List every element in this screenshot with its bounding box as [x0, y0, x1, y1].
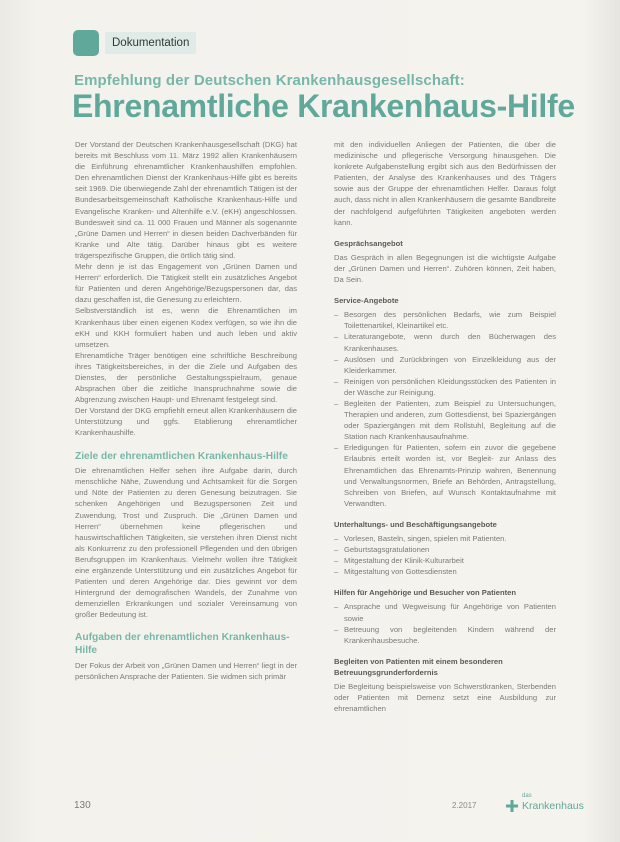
subheading: Service-Angebote: [334, 296, 399, 306]
section-tag: [73, 30, 196, 56]
logo-text: Krankenhaus: [522, 800, 584, 812]
article-kicker: Empfehlung der Deutschen Krankenhausgesellschaft:: [74, 72, 465, 89]
section-heading: Aufgaben der ehrenamtlichen Krankenhaus-Hilfe: [75, 632, 290, 657]
relatives-list: [334, 601, 556, 645]
list-item: – Literaturangebote, wenn durch den Bücherwagen des Krankenhauses.: [334, 331, 556, 353]
paragraph: Selbstverständlich ist es, wenn die Ehrenamtlichen im Krankenhaus über einen eigenen Kodex verfügen, so wie ihn die eKH und KKH formuliert haben und auch leben und aktiv umsetzen.: [75, 306, 297, 349]
page-number: 130: [74, 800, 91, 811]
logo-mark-icon: [506, 800, 518, 812]
list-item: – Betreuung von begleitenden Kindern während der Krankenhausbesuche.: [334, 624, 556, 646]
paragraph: Der Fokus der Arbeit von „Grünen Damen und Herren“ liegt in der persönlichen Ansprache der Patienten. Sie widmen sich primär: [75, 660, 297, 681]
left-column: [75, 139, 297, 682]
paragraph: Der Vorstand der DKG empfiehlt erneut allen Krankenhäusern die Unterstützung und ggfs. Etablierung ehrenamtlicher Krankenhaushilfe.: [75, 406, 297, 438]
section-tag-square: [73, 30, 99, 56]
paragraph: Die ehrenamtlichen Helfer sehen ihre Aufgabe darin, durch menschliche Nähe, Zuwendung und Achtsamkeit für die Sorgen und Nöte der Patienten zu deren Genesung beizutragen. Sie schenken Angehörigen und Bezugspersonen Zeit und Zuwendung, Trost und Zuspruch. Die „Grünen Damen und Herren“ übernehmen keine pflegerischen und hauswirtschaftlichen Tätigkeiten, sie verstehen ihren Dienst nicht als Konkurrenz zu den professionell Pflegenden und den übrigen Berufsgruppen im Krankenhaus. Vielmehr wollen ihre Tätigkeit eine ergänzende Unterstützung und ein zusätzliches Angebot für Patienten und deren Angehörige dar. Dies gewinnt vor dem Hintergrund der demografischen Wandels, der Zunahme von demenziellen Erkrankungen und sozialer Vereinsamung von großer Bedeutung ist.: [75, 466, 297, 620]
subheading: Unterhaltungs- und Beschäftigungsangebote: [334, 519, 497, 529]
list-item: – Mitgestaltung der Klinik-Kulturarbeit: [334, 555, 556, 566]
paragraph: mit den individuellen Anliegen der Patienten, die über die medizinische und pflegerische Versorgung hinausgehen. Die konkrete Aufgabenstellung ergibt sich aus den Bedürfnissen der Patienten, der Analyse des Krankenhauses und des Trägers sowie aus der Gruppe der ehrenamtlichen Helfer. Daraus folgt auch, dass nicht in allen Krankenhäusern die gesamte Bandbreite der nachfolgend aufgeführten Tätigkeiten angeboten werden kann.: [334, 140, 556, 227]
list-item: – Mitgestaltung von Gottesdiensten: [334, 566, 556, 577]
activities-list: [334, 533, 556, 577]
article-headline: Ehrenamtliche Krankenhaus-Hilfe: [72, 88, 575, 124]
list-item: – Geburtstagsgratulationen: [334, 544, 556, 555]
list-item: – Reinigen von persönlichen Kleidungsstücken des Patienten in der Wäsche zur Reinigung.: [334, 376, 556, 398]
subheading: Gesprächsangebot: [334, 238, 403, 248]
list-item: – Vorlesen, Basteln, singen, spielen mit Patienten.: [334, 533, 556, 544]
paragraph: Das Gespräch in allen Begegnungen ist die wichtigste Aufgabe der „Grünen Damen und Herren“. Zuhören können, Zeit haben, Da Sein.: [334, 252, 556, 285]
section-heading: Ziele der ehrenamtlichen Krankenhaus-Hilfe: [75, 450, 288, 462]
list-item: – Ansprache und Wegweisung für Angehörige von Patienten sowie: [334, 601, 556, 623]
logo-small-text: das: [522, 793, 532, 799]
issue-number: 2.2017: [452, 801, 477, 810]
section-tag-label: Dokumentation: [105, 32, 196, 54]
list-item: – Erledigungen für Patienten, sofern ein zuvor die gegebene Erlaubnis erteilt worden ist, vor Begleit- zur Anlass des Ehrenamtlichen das Ehrenamts-Prinzip wahren, Benennung und Verwaltungsnormen, Briefe an Behörden, Antragstellung, Schreiben von Briefen, auf Wunsch Kontaktaufnahme mit Verwandten.: [334, 442, 556, 509]
paragraph: Mehr denn je ist das Engagement von „Grünen Damen und Herren“ erforderlich. Die Tätigkeit stellt ein zusätzliches Angebot für Patienten und deren Angehörige/Bezugspersonen dar, das dazu geschaffen ist, die Genesung zu erleichtern.: [75, 262, 297, 305]
paragraph: Der Vorstand der Deutschen Krankenhausgesellschaft (DKG) hat bereits mit Beschluss vom 11. März 1992 allen Krankenhäusern die Einführung ehrenamtlicher Krankenhaushilfen empfohlen. Den ehrenamtlichen Dienst der Krankenhaus-Hilfe gibt es bereits seit 1969. Die überwiegende Zahl der ehrenamtlich Tätigen ist der Bundesarbeitsgemeinschaft Katholische Krankenhaus-Hilfe und Evangelische Kranken- und Altenhilfe e.V. (eKH) angeschlossen. Bundesweit sind ca. 11 000 Frauen und Männer als sogenannte „Grüne Damen und Herren“ in diesen beiden Dachverbänden für Kranke und Alte tätig. Darüber hinaus gibt es weitere trägerspezifische Gruppen, die örtlich tätig sind.: [75, 140, 297, 260]
list-item: – Auslösen und Zurückbringen von Einzelkleidung aus der Kleiderkammer.: [334, 354, 556, 376]
list-item: – Besorgen des persönlichen Bedarfs, wie zum Beispiel Toilettenartikel, Kleinartikel etc.: [334, 309, 556, 331]
subheading: Hilfen für Angehörige und Besucher von Patienten: [334, 588, 516, 598]
right-column: [334, 139, 556, 714]
paragraph: Die Begleitung beispielsweise von Schwerstkranken, Sterbenden oder Patienten mit Demenz setzt eine Ausbildung zur ehrenamtlichen: [334, 682, 556, 714]
subheading: Begleiten von Patienten mit einem besonderen Betreuungsgrunderfordernis: [334, 656, 503, 677]
list-item: – Begleiten der Patienten, zum Beispiel zu Untersuchungen, Therapien und anderen, zum Gottesdienst, bei Spaziergängen oder Spaziergängen mit dem Rollstuhl, Begleitung auf die Station nach Krankenhausaufnahme.: [334, 398, 556, 442]
paragraph: Ehrenamtliche Träger benötigen eine schriftliche Beschreibung ihres Tätigkeitsbereiches, in der die Ziele und Aufgaben des Dienstes, der persönliche Gestaltungsspielraum, genaue Absprachen über die zeitliche Inanspruchnahme sowie die Abgrenzung zwischen Haupt- und Ehrenamt festgelegt sind.: [75, 350, 297, 405]
magazine-logo: [498, 793, 588, 816]
service-list: [334, 309, 556, 509]
page-footer: [0, 793, 620, 816]
